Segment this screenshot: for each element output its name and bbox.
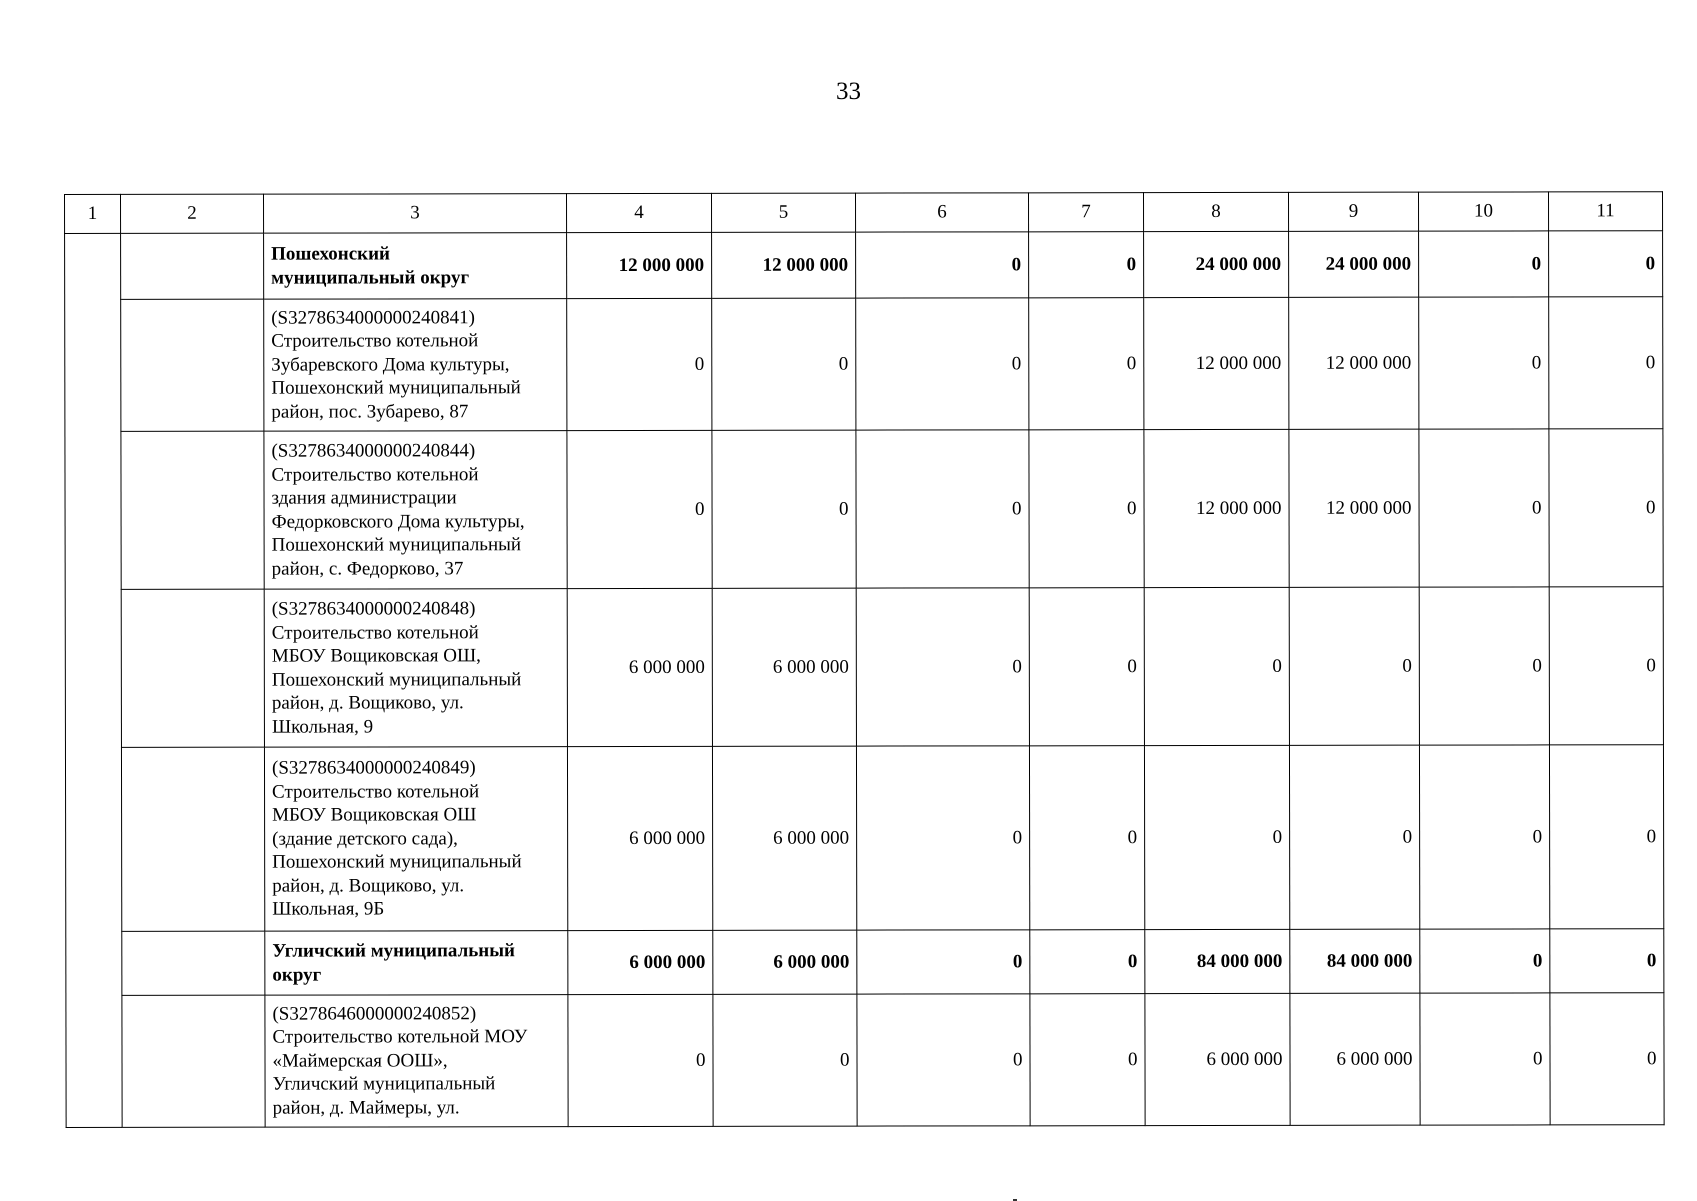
amount-cell: 0: [1419, 297, 1549, 429]
project-row: [65, 745, 1663, 932]
amount-cell: 6 000 000: [568, 930, 713, 994]
column-number: 4: [567, 193, 712, 232]
code-cell: [121, 299, 264, 431]
column-number: 11: [1548, 192, 1662, 231]
amount-cell: 0: [1419, 429, 1549, 587]
district-name-cell: [264, 233, 567, 300]
amount-cell: 0: [857, 930, 1030, 994]
amount-cell: 0: [1420, 993, 1550, 1125]
description-line: Угличский муниципальный: [272, 940, 516, 962]
amount-cell: 0: [1549, 231, 1663, 297]
description-line: Пошехонский: [271, 243, 390, 265]
amount-cell: 0: [1549, 745, 1663, 929]
description-line: (S3278634000000240848): [271, 598, 476, 620]
description-line: Строительство котельной МОУ: [272, 1026, 528, 1048]
district-name-cell: [265, 931, 568, 996]
amount-cell: 12 000 000: [712, 232, 856, 298]
description-line: район, д. Маймеры, ул.: [272, 1097, 460, 1119]
amount-cell: 0: [1029, 232, 1144, 298]
amount-cell: 0: [1550, 993, 1664, 1125]
project-row: [65, 297, 1663, 432]
amount-cell: 0: [1549, 587, 1663, 745]
code-cell: [122, 995, 265, 1127]
row-number-cell: [65, 233, 123, 1127]
amount-cell: 0: [1420, 929, 1550, 993]
code-cell: [121, 233, 264, 299]
description-line: Пошехонский муниципальный: [271, 668, 522, 691]
amount-cell: 0: [1289, 745, 1419, 929]
amount-cell: 6 000 000: [1290, 993, 1420, 1125]
amount-cell: 84 000 000: [1290, 929, 1420, 993]
amount-cell: 24 000 000: [1289, 231, 1419, 297]
amount-cell: 0: [1419, 587, 1549, 745]
amount-cell: 12 000 000: [1289, 297, 1419, 429]
description-line: Федорковского Дома культуры,: [271, 510, 525, 533]
description-line: район, с. Федорково, 37: [271, 557, 464, 580]
description-line: Строительство котельной: [272, 781, 480, 803]
project-description-cell: [264, 589, 567, 748]
column-number: 5: [711, 193, 855, 232]
amount-cell: 6 000 000: [567, 746, 712, 930]
column-number-row: [65, 192, 1663, 234]
amount-cell: 0: [712, 298, 856, 430]
amount-cell: 0: [857, 994, 1030, 1126]
amount-cell: 6 000 000: [567, 588, 712, 746]
description-line: (здание детского сада),: [272, 828, 458, 850]
description-line: (S3278634000000240844): [271, 440, 476, 462]
description-line: Школьная, 9: [271, 715, 374, 738]
amount-cell: 6 000 000: [712, 588, 856, 746]
amount-cell: 0: [1029, 746, 1144, 930]
amount-cell: 0: [1030, 994, 1145, 1126]
amount-cell: 0: [1549, 297, 1663, 429]
column-number: 8: [1143, 192, 1288, 231]
amount-cell: 0: [856, 298, 1029, 430]
district-total-row: [65, 231, 1663, 300]
amount-cell: 6 000 000: [712, 746, 856, 930]
description-line: Пошехонский муниципальный: [272, 851, 522, 873]
amount-cell: 0: [712, 430, 856, 588]
project-description-cell: [264, 299, 567, 432]
description-line: Строительство котельной: [271, 463, 479, 486]
amount-cell: 0: [856, 430, 1029, 588]
description-line: округ: [272, 964, 322, 986]
amount-cell: 0: [567, 430, 712, 588]
column-number: 3: [264, 194, 567, 234]
project-description-cell: [264, 747, 567, 932]
description-line: Строительство котельной: [271, 621, 479, 644]
amount-cell: 12 000 000: [1289, 429, 1419, 587]
amount-cell: 0: [1419, 745, 1549, 929]
amount-cell: 0: [1029, 588, 1144, 746]
amount-cell: 6 000 000: [1145, 993, 1290, 1125]
description-line: здания администрации: [271, 487, 457, 509]
amount-cell: 0: [1029, 298, 1144, 430]
code-cell: [121, 589, 264, 747]
amount-cell: 0: [1030, 930, 1145, 994]
description-line: (S3278634000000240849): [271, 757, 476, 779]
amount-cell: 0: [713, 994, 857, 1126]
amount-cell: 0: [1289, 587, 1419, 745]
amount-cell: 0: [1419, 231, 1549, 297]
description-line: Пошехонский муниципальный: [271, 377, 521, 399]
amount-cell: 12 000 000: [567, 232, 712, 298]
column-number: 1: [65, 194, 121, 233]
amount-cell: 24 000 000: [1144, 231, 1289, 297]
description-line: Угличский муниципальный: [272, 1073, 496, 1095]
amount-cell: 0: [1550, 929, 1664, 993]
description-line: Строительство котельной: [271, 330, 479, 352]
description-line: Школьная, 9Б: [272, 898, 385, 920]
project-description-cell: [265, 995, 568, 1128]
amount-cell: 0: [856, 232, 1029, 298]
description-line: (S3278646000000240852): [272, 1003, 477, 1025]
description-line: (S3278634000000240841): [271, 307, 475, 329]
project-row: [66, 993, 1664, 1128]
amount-cell: 0: [1144, 587, 1289, 745]
amount-cell: 12 000 000: [1144, 297, 1289, 429]
page-number: 33: [836, 78, 861, 105]
budget-table: [64, 191, 1665, 1128]
amount-cell: 12 000 000: [1144, 429, 1289, 587]
column-number: 6: [855, 193, 1028, 232]
project-row: [65, 429, 1663, 590]
column-number: 10: [1418, 192, 1548, 231]
code-cell: [122, 931, 265, 995]
amount-cell: 6 000 000: [713, 930, 857, 994]
description-line: Пошехонский муниципальный: [271, 534, 522, 556]
project-row: [65, 587, 1663, 748]
amount-cell: 84 000 000: [1145, 929, 1290, 993]
amount-cell: 0: [568, 994, 713, 1126]
amount-cell: 0: [856, 746, 1029, 930]
amount-cell: 0: [1144, 745, 1289, 929]
amount-cell: 0: [567, 298, 712, 430]
code-cell: [121, 747, 264, 931]
column-number: 7: [1028, 193, 1143, 232]
amount-cell: 0: [1029, 430, 1144, 588]
description-line: «Маймерская ООШ»,: [272, 1050, 448, 1072]
description-line: район, д. Вощиково, ул.: [271, 692, 464, 714]
description-line: район, д. Вощиково, ул.: [272, 875, 465, 897]
project-description-cell: [264, 431, 567, 590]
district-total-row: [66, 929, 1664, 996]
description-line: Зубаревского Дома культуры,: [271, 353, 510, 376]
description-line: МБОУ Вощиковская ОШ: [272, 804, 477, 826]
amount-cell: 0: [856, 588, 1029, 746]
description-line: район, пос. Зубарево, 87: [271, 401, 469, 423]
column-number: 2: [121, 194, 264, 233]
code-cell: [121, 431, 264, 589]
description-line: муниципальный округ: [271, 266, 470, 289]
amount-cell: 0: [1549, 429, 1663, 587]
table-body: [65, 231, 1665, 1128]
description-line: МБОУ Вощиковская ОШ,: [271, 645, 481, 667]
column-number: 9: [1288, 192, 1418, 231]
